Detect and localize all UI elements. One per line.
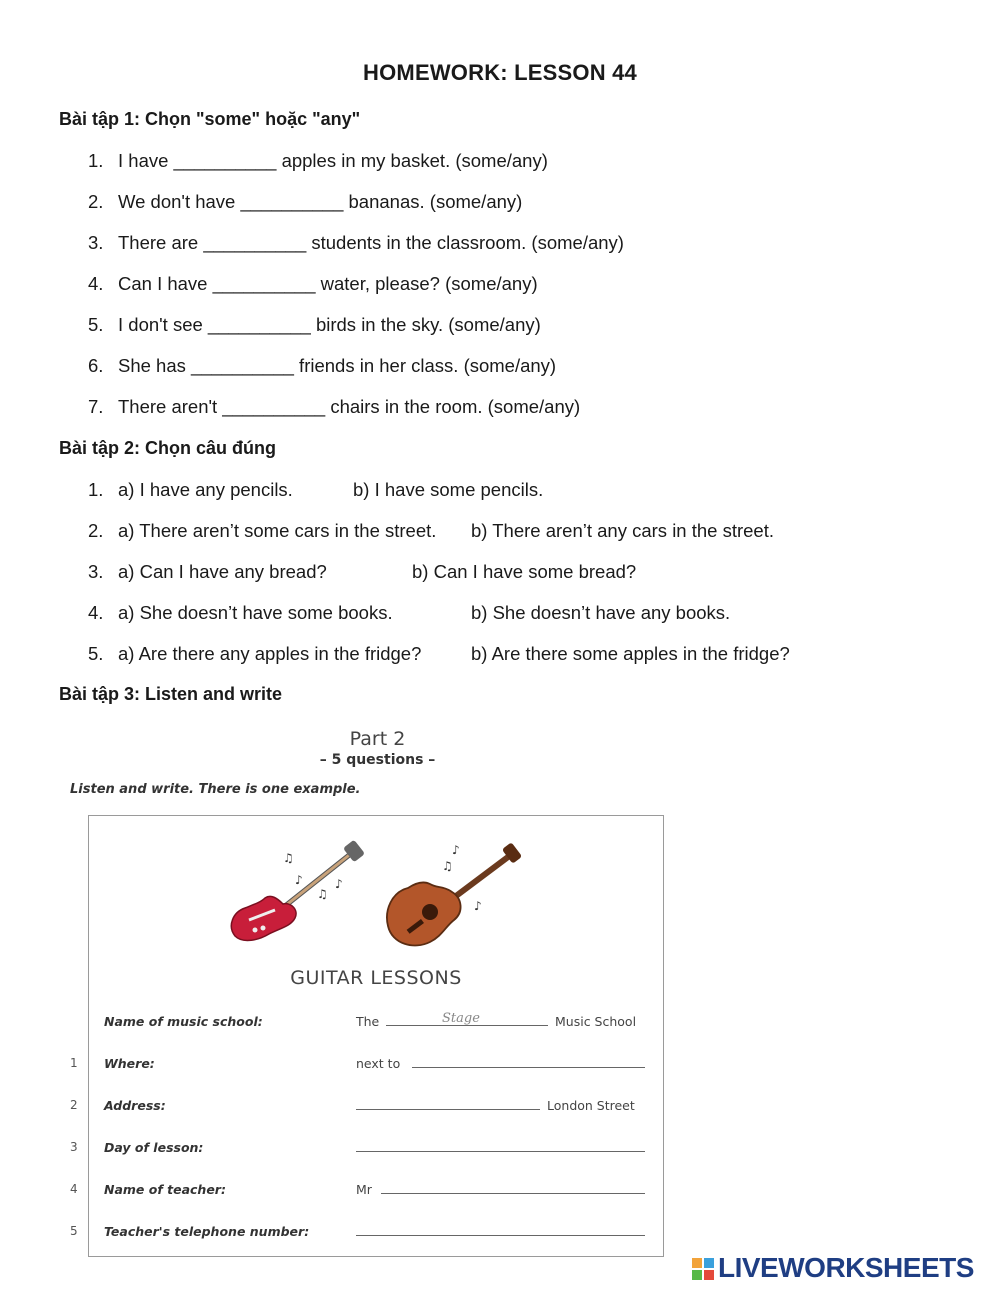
item-number: 4. <box>88 273 104 294</box>
item-number: 4. <box>88 602 104 623</box>
field-label: Name of music school: <box>104 1014 263 1029</box>
exercise-2-item <box>0 643 1000 667</box>
field-label: Teacher's telephone number: <box>104 1224 310 1239</box>
item-number: 5. <box>88 643 104 664</box>
exercise-2-item <box>0 479 1000 503</box>
option-b[interactable]: b) I have some pencils. <box>353 479 544 500</box>
item-text: Can I have __________ water, please? (some/any) <box>118 273 538 294</box>
item-text: There are __________ students in the classroom. (some/any) <box>118 232 624 253</box>
exercise-2-item <box>0 520 1000 544</box>
item-number: 3. <box>88 561 104 582</box>
field-label: Address: <box>104 1098 166 1113</box>
logo-mark-icon <box>692 1258 714 1280</box>
item-number: 5. <box>88 314 104 335</box>
option-a[interactable]: a) Are there any apples in the fridge? <box>118 643 422 664</box>
exercise-1-item <box>0 355 1000 379</box>
answer-line-4[interactable] <box>381 1193 645 1194</box>
field-prefix: Mr <box>356 1182 372 1197</box>
item-text: I have __________ apples in my basket. (some/any) <box>118 150 548 171</box>
answer-line-3[interactable] <box>356 1151 645 1152</box>
field-label: Where: <box>104 1056 155 1071</box>
exercise-1-item <box>0 396 1000 420</box>
field-suffix: Music School <box>555 1014 637 1029</box>
logo-text: LIVEWORKSHEETS <box>718 1252 974 1283</box>
svg-text:♪: ♪ <box>295 873 303 887</box>
question-number: 3 <box>70 1140 78 1154</box>
exercise-1-item <box>0 191 1000 215</box>
item-number: 2. <box>88 520 104 541</box>
field-prefix: next to <box>356 1056 401 1071</box>
item-number: 6. <box>88 355 104 376</box>
item-text: She has __________ friends in her class. (some/any) <box>118 355 557 376</box>
answer-line-1[interactable] <box>412 1067 645 1068</box>
option-b[interactable]: b) There aren’t any cars in the street. <box>471 520 775 541</box>
item-number: 1. <box>88 479 104 500</box>
item-number: 3. <box>88 232 104 253</box>
item-number: 7. <box>88 396 104 417</box>
svg-text:♪: ♪ <box>474 899 482 913</box>
listen-instruction: Listen and write. There is one example. <box>70 782 361 797</box>
option-a[interactable]: a) She doesn’t have some books. <box>118 602 393 623</box>
card-title: GUITAR LESSONS <box>290 967 462 989</box>
svg-text:♫: ♫ <box>283 851 294 865</box>
exercise-3-heading: Bài tập 3: Listen and write <box>59 684 283 704</box>
svg-text:♪: ♪ <box>452 843 460 857</box>
part-title: Part 2 <box>349 728 406 750</box>
question-number: 1 <box>70 1056 78 1070</box>
exercise-2-item <box>0 561 1000 585</box>
item-number: 2. <box>88 191 104 212</box>
exercise-1-item <box>0 232 1000 256</box>
exercise-1-item <box>0 273 1000 297</box>
answer-line-2[interactable] <box>356 1109 540 1110</box>
option-b[interactable]: b) Are there some apples in the fridge? <box>471 643 790 664</box>
exercise-2-heading: Bài tập 2: Chọn câu đúng <box>59 438 277 458</box>
electric-guitar-icon <box>225 840 375 950</box>
exercise-1-item <box>0 314 1000 338</box>
field-label: Day of lesson: <box>104 1140 204 1155</box>
field-suffix: London Street <box>547 1098 635 1113</box>
option-b[interactable]: b) She doesn’t have any books. <box>471 602 731 623</box>
answer-line-5[interactable] <box>356 1235 645 1236</box>
item-text: I don't see __________ birds in the sky. (some/any) <box>118 314 541 335</box>
question-number: 5 <box>70 1224 78 1238</box>
option-a[interactable]: a) I have any pencils. <box>118 479 293 500</box>
field-prefix: The <box>356 1014 380 1029</box>
option-b[interactable]: b) Can I have some bread? <box>412 561 637 582</box>
exercise-2-item <box>0 602 1000 626</box>
exercise-1-item <box>0 150 1000 174</box>
acoustic-guitar-icon <box>380 840 530 955</box>
exercise-1-heading: Bài tập 1: Chọn "some" hoặc "any" <box>59 109 361 129</box>
example-answer: Stage <box>442 1011 480 1026</box>
svg-text:♫: ♫ <box>317 887 328 901</box>
question-number: 2 <box>70 1098 78 1112</box>
svg-text:♪: ♪ <box>335 877 343 891</box>
item-number: 1. <box>88 150 104 171</box>
item-text: There aren't __________ chairs in the room. (some/any) <box>118 396 581 417</box>
option-a[interactable]: a) Can I have any bread? <box>118 561 327 582</box>
field-label: Name of teacher: <box>104 1182 226 1197</box>
part-question-count: – 5 questions – <box>319 752 436 768</box>
question-number: 4 <box>70 1182 78 1196</box>
item-text: We don't have __________ bananas. (some/any) <box>118 191 523 212</box>
svg-text:♫: ♫ <box>442 859 453 873</box>
option-a[interactable]: a) There aren’t some cars in the street. <box>118 520 437 541</box>
page-title: HOMEWORK: LESSON 44 <box>363 60 637 85</box>
